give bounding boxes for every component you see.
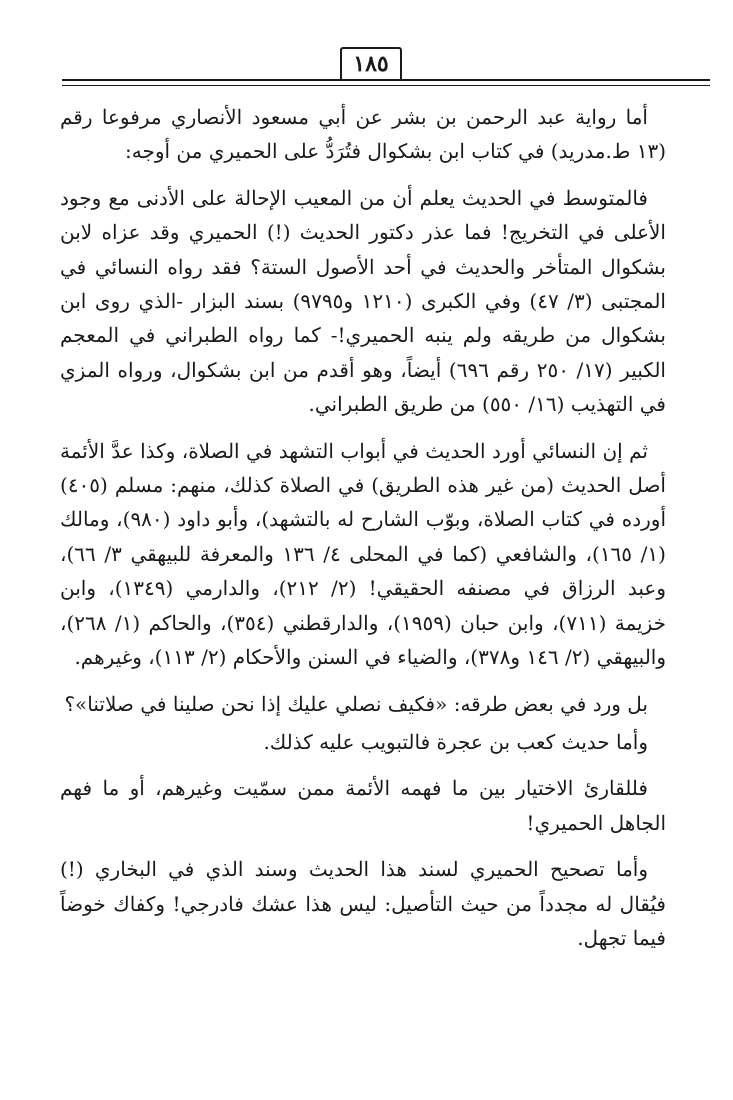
header-rule-thin: [62, 85, 710, 86]
paragraph-takhrij-critique: فالمتوسط في الحديث يعلم أن من المعيب الإحالة على الأدنى مع وجود الأعلى في التخريج! فما عذر دكتور الحديث (!) الحميري وقد عزاه لابن بشكوال المتأخر والحديث في أحد الأصول الستة؟ فقد رواه النسائي في المجتبى (٣/ ٤٧) وفي الكبرى (١٢١٠ و٩٧٩٥) بسند البزار -الذي روى ابن بشكوال من طريقه ولم ينبه الحميري!- كما رواه الطبراني في المعجم الكبير (١٧/ ٢٥٠ رقم ٦٩٦) أيضاً، وهو أقدم من ابن بشكوال، ورواه المزي في التهذيب (١٦/ ٥٥٠) من طريق الطبراني.: [60, 185, 666, 417]
paragraph-authentication: وأما تصحيح الحميري لسند هذا الحديث وسند الذي في البخاري (!) فيُقال له مجدداً من حيث التأصيل: ليس هذا عشك فادرجي! وكفاك خوضاً فيما تجهل.: [60, 857, 666, 950]
page-body: [60, 100, 666, 955]
page-number: ١٨٥: [340, 47, 402, 79]
paragraph-kaab-hadith: وأما حديث كعب بن عجرة فالتبويب عليه كذلك.: [263, 729, 648, 754]
page-header: [62, 44, 710, 94]
paragraph-reader-choice: فللقارئ الاختيار بين ما فهمه الأئمة ممن سمّيت وغيرهم، أو ما فهم الجاهل الحميري!: [60, 776, 666, 835]
paragraph-some-routes: بل ورد في بعض طرقه: «فكيف نصلي عليك إذا نحن صلينا في صلاتنا»؟: [64, 691, 648, 716]
header-rule-thick: [62, 79, 710, 81]
paragraph-ibn-bashkuwal-narration: أما رواية عبد الرحمن بن بشر عن أبي مسعود الأنصاري مرفوعا رقم (١٣ ط.مدريد) في كتاب ابن بشكوال فتُرَدُّ على الحميري من أوجه:: [60, 105, 666, 164]
paragraph-nasai-tashahhud: ثم إن النسائي أورد الحديث في أبواب التشهد في الصلاة، وكذا عدَّ الأئمة أصل الحديث (من غير هذه الطريق) في الصلاة كذلك، منهم: مسلم (٤٠٥) أورده في كتاب الصلاة، وبوّب الشارح له بالتشهد)، وأبو داود (٩٨٠)، ومالك (١/ ١٦٥)، والشافعي (كما في المحلى ٤/ ١٣٦ والمعرفة للبيهقي ٣/ ٦٦)، وعبد الرزاق في مصنفه الحقيقي! (٢/ ٢١٢)، والدارمي (١٣٤٩)، وابن خزيمة (٧١١)، وابن حبان (١٩٥٩)، والدارقطني (٣٥٤)، والحاكم (١/ ٢٦٨)، والبيهقي (٢/ ١٤٦ و٣٧٨)، والضياء في السنن والأحكام (٢/ ١١٣)، وغيرهم.: [60, 438, 666, 670]
